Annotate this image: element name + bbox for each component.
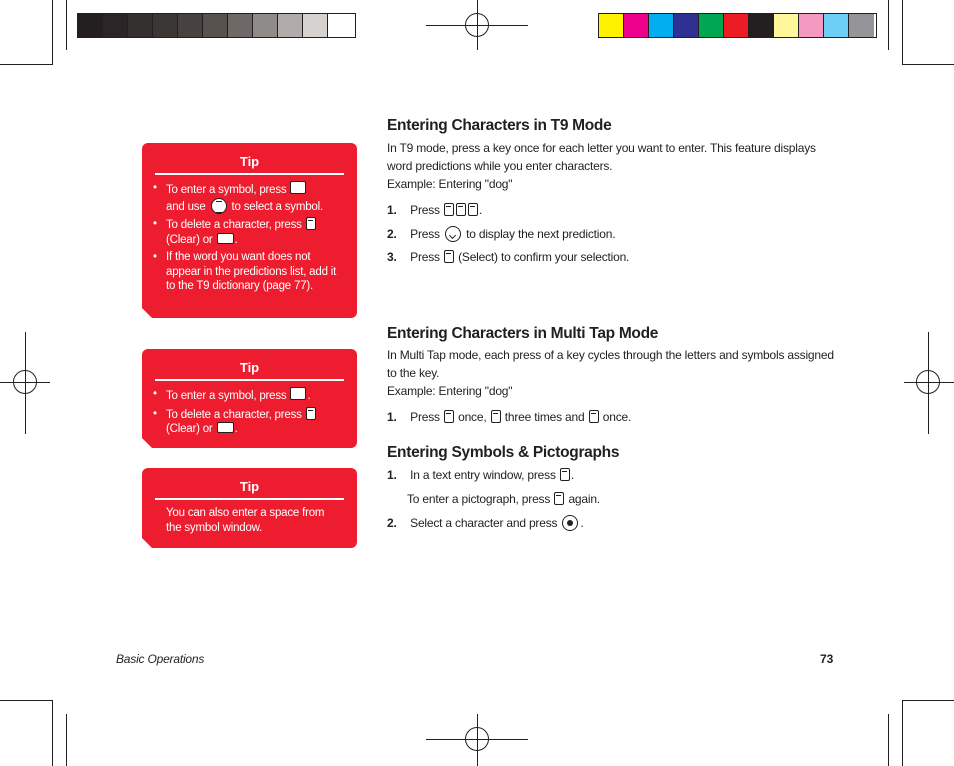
tip-box-t9 bbox=[142, 143, 357, 318]
tip-corner bbox=[142, 308, 152, 318]
process-color-swatch bbox=[599, 14, 624, 37]
process-color-swatch bbox=[799, 14, 824, 37]
multitap-step-1: 1. Press once, three times and once. bbox=[387, 410, 632, 424]
grayscale-bar bbox=[77, 13, 356, 38]
grayscale-swatch bbox=[203, 14, 228, 37]
t9-step-2: 2. Press to display the next prediction. bbox=[387, 227, 616, 241]
clear-key-icon bbox=[306, 217, 316, 230]
heading-symbols-pictographs: Entering Symbols & Pictographs bbox=[387, 444, 620, 461]
star-key-icon bbox=[560, 468, 570, 481]
grayscale-swatch bbox=[103, 14, 128, 37]
center-key-icon bbox=[562, 515, 578, 531]
back-key-icon bbox=[217, 233, 234, 244]
process-color-bar bbox=[598, 13, 877, 38]
tip-list bbox=[142, 387, 357, 437]
grayscale-swatch bbox=[228, 14, 253, 37]
grayscale-swatch bbox=[303, 14, 328, 37]
page-number: 73 bbox=[820, 652, 834, 666]
process-color-swatch bbox=[749, 14, 774, 37]
symbol-key-icon bbox=[290, 387, 306, 400]
process-color-swatch bbox=[649, 14, 674, 37]
grayscale-swatch bbox=[78, 14, 103, 37]
key-6-icon bbox=[456, 203, 466, 216]
tip-item: • To delete a character, press (Clear) or . bbox=[166, 407, 343, 437]
key-6-icon bbox=[491, 410, 501, 423]
navigation-down-icon bbox=[445, 226, 461, 242]
process-color-swatch bbox=[724, 14, 749, 37]
tip-corner bbox=[142, 438, 152, 448]
tip-title: Tip bbox=[155, 468, 344, 500]
tip-item: • To enter a symbol, press and use to select a symbol. bbox=[166, 181, 343, 214]
process-color-swatch bbox=[849, 14, 874, 37]
tip-item: • To delete a character, press (Clear) or . bbox=[166, 217, 343, 247]
grayscale-swatch bbox=[153, 14, 178, 37]
navigation-key-icon bbox=[211, 198, 227, 214]
key-3-icon bbox=[444, 203, 454, 216]
grayscale-swatch bbox=[253, 14, 278, 37]
select-key-icon bbox=[444, 250, 454, 263]
back-key-icon bbox=[217, 422, 234, 433]
symbols-step-1: 1. In a text entry window, press . bbox=[387, 468, 575, 482]
t9-description: In T9 mode, press a key once for each letter you want to enter. This feature displays word predictions while you enter characters. Example: Entering "dog" bbox=[387, 141, 816, 191]
tip-item: • If the word you want does not appear in the predictions list, add it to the T9 dictionary (page 77). bbox=[166, 250, 343, 294]
tip-list bbox=[142, 181, 357, 294]
key-4-icon bbox=[589, 410, 599, 423]
symbol-key-icon bbox=[290, 181, 306, 194]
key-3-icon bbox=[444, 410, 454, 423]
multitap-description: In Multi Tap mode, each press of a key cycles through the letters and symbols assigned to the key. Example: Entering "dog" bbox=[387, 348, 834, 398]
grayscale-swatch bbox=[278, 14, 303, 37]
tip-box-symbols bbox=[142, 468, 357, 548]
tip-corner bbox=[142, 538, 152, 548]
grayscale-swatch bbox=[128, 14, 153, 37]
tip-title: Tip bbox=[155, 143, 344, 175]
t9-step-1: 1. Press . bbox=[387, 203, 483, 217]
tip-box-multitap bbox=[142, 349, 357, 448]
symbols-step-1-note: To enter a pictograph, press again. bbox=[407, 492, 600, 506]
footer-section-name: Basic Operations bbox=[116, 652, 205, 666]
tip-text: You can also enter a space from the symbol window. bbox=[166, 507, 325, 534]
t9-step-3: 3. Press (Select) to confirm your selection. bbox=[387, 250, 630, 264]
tip-item: • To enter a symbol, press . bbox=[166, 387, 343, 404]
process-color-swatch bbox=[824, 14, 849, 37]
heading-multitap-mode: Entering Characters in Multi Tap Mode bbox=[387, 325, 659, 342]
process-color-swatch bbox=[624, 14, 649, 37]
grayscale-swatch bbox=[178, 14, 203, 37]
process-color-swatch bbox=[699, 14, 724, 37]
process-color-swatch bbox=[674, 14, 699, 37]
tip-title: Tip bbox=[155, 349, 344, 381]
heading-t9-mode: Entering Characters in T9 Mode bbox=[387, 117, 612, 134]
process-color-swatch bbox=[774, 14, 799, 37]
star-key-icon bbox=[554, 492, 564, 505]
clear-key-icon bbox=[306, 407, 316, 420]
symbols-step-2: 2. Select a character and press . bbox=[387, 516, 584, 530]
key-4-icon bbox=[468, 203, 478, 216]
grayscale-swatch bbox=[328, 14, 353, 37]
